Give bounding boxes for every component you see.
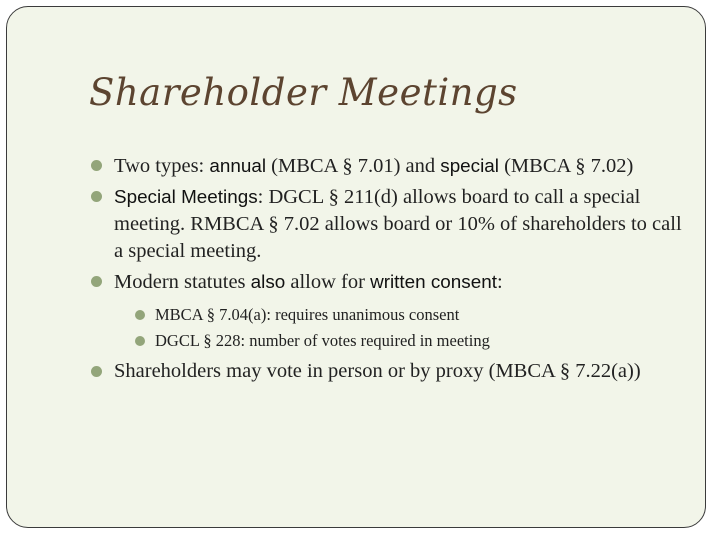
bullet-written-consent [89, 268, 689, 354]
sub-bullet-icon [135, 336, 145, 346]
bullet-proxy-voting [89, 358, 689, 385]
bullet-icon [91, 366, 102, 377]
emphasis-special: special [440, 155, 499, 176]
bullet-text: (MBCA § 7.02) [498, 155, 634, 177]
sub-bullet-mbca [114, 302, 689, 328]
bullet-text: Two types: [114, 155, 210, 177]
bullet-text: : [496, 271, 503, 293]
bullet-text: (MBCA § 7.01) and [266, 155, 441, 177]
bullet-text: : DGCL § 211(d) allows board to call a special meeting. RMBCA § 7.02 allows board or 10% of shareholders to call a special meeting. [114, 186, 682, 262]
sub-bullet-text: MBCA § 7.04(a): requires unanimous consent [155, 305, 460, 324]
bullet-text: allow for [285, 271, 371, 293]
sub-bullet-icon [135, 310, 145, 320]
emphasis-special-meetings: Special Meetings [114, 186, 258, 207]
sub-bullet-list [114, 302, 689, 354]
bullet-icon [91, 160, 102, 171]
bullet-icon [91, 191, 102, 202]
emphasis-annual: annual [209, 155, 267, 176]
bullet-special-meetings [89, 183, 689, 265]
bullet-meeting-types [89, 152, 689, 180]
bullet-list [89, 152, 689, 388]
bullet-icon [91, 276, 102, 287]
bullet-text: Shareholders may vote in person or by proxy (MBCA § 7.22(a)) [114, 360, 641, 382]
emphasis-also: also [250, 271, 286, 292]
emphasis-written-consent: written consent [370, 271, 497, 292]
bullet-text: Modern statutes [114, 271, 251, 293]
slide-title: Shareholder Meetings [89, 71, 518, 114]
slide [6, 6, 706, 528]
sub-bullet-text: DGCL § 228: number of votes required in meeting [155, 331, 490, 350]
sub-bullet-dgcl [114, 328, 689, 354]
